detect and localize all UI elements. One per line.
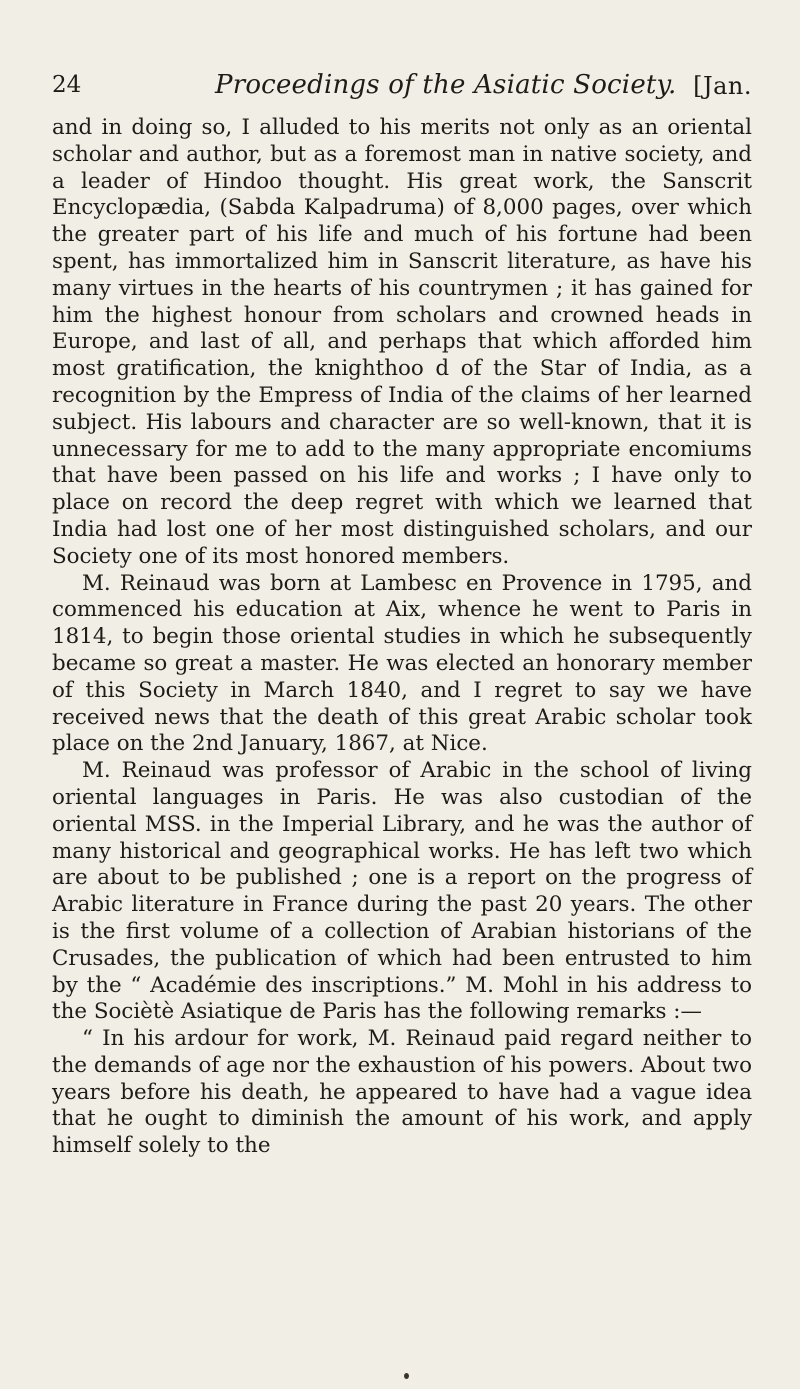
running-title: Proceedings of the Asiatic Society. bbox=[215, 70, 677, 100]
paragraph-mohl-quote: “ In his ardour for work, M. Reinaud paid regard neither to the demands of age nor the exhaustion of his powers. About two years before his death, he appeared to have had a vague idea that he ought to diminish the amount of his work, and apply himself solely to the bbox=[52, 1026, 752, 1159]
paragraph-reinaud-biography: M. Reinaud was born at Lambesc en Provence in 1795, and commenced his education at Aix, whence he went to Paris in 1814, to begin those oriental studies in which he subsequently became so great a master. He was elected an honorary member of this Society in March 1840, and I regret to say we have received news that the death of this great Arabic scholar took place on the 2nd January, 1867, at Nice. bbox=[52, 570, 752, 757]
page-header bbox=[52, 70, 752, 110]
paragraph-reinaud-works: M. Reinaud was professor of Arabic in the school of living oriental languages in Paris. He was also custodian of the oriental MSS. in the Imperial Library, and he was the author of many historical and geographical works. He has left two which are about to be published ; one is a report on the progress of Arabic literature in France during the past 20 years. The other is the first volume of a collection of Arabian historians of the Crusades, the publication of which had been entrusted to him by the “ Académie des inscriptions.” M. Mohl in his address to the Sociètè Asiatique de Paris has the following remarks :— bbox=[52, 758, 752, 1025]
page-number: 24 bbox=[52, 72, 82, 98]
paragraph-continued: and in doing so, I alluded to his merits not only as an oriental scholar and author, but as a foremost man in native society, and a leader of Hindoo thought. His great work, the Sanscrit Encyclopædia, (Sabda Kalpadruma) of 8,000 pages, over which the greater part of his life and much of his fortune had been spent, has immortalized him in Sanscrit literature, as have his many virtues in the hearts of his countrymen ; it has gained for him the highest honour from scholars and crowned heads in Europe, and last of all, and perhaps that which afforded him most gratification, the knighthoo d of the Star of India, as a recognition by the Empress of India of the claims of her learned subject. His labours and character are so well-known, that it is unnecessary for me to add to the many appropriate encomiums that have been passed on his life and works ; I have only to place on record the deep regret with which we learned that India had lost one of her most distinguished scholars, and our Society one of its most honored members. bbox=[52, 115, 752, 569]
body-text bbox=[52, 115, 752, 1160]
ink-speck bbox=[404, 1373, 409, 1379]
date-mark: [Jan. bbox=[693, 72, 752, 100]
